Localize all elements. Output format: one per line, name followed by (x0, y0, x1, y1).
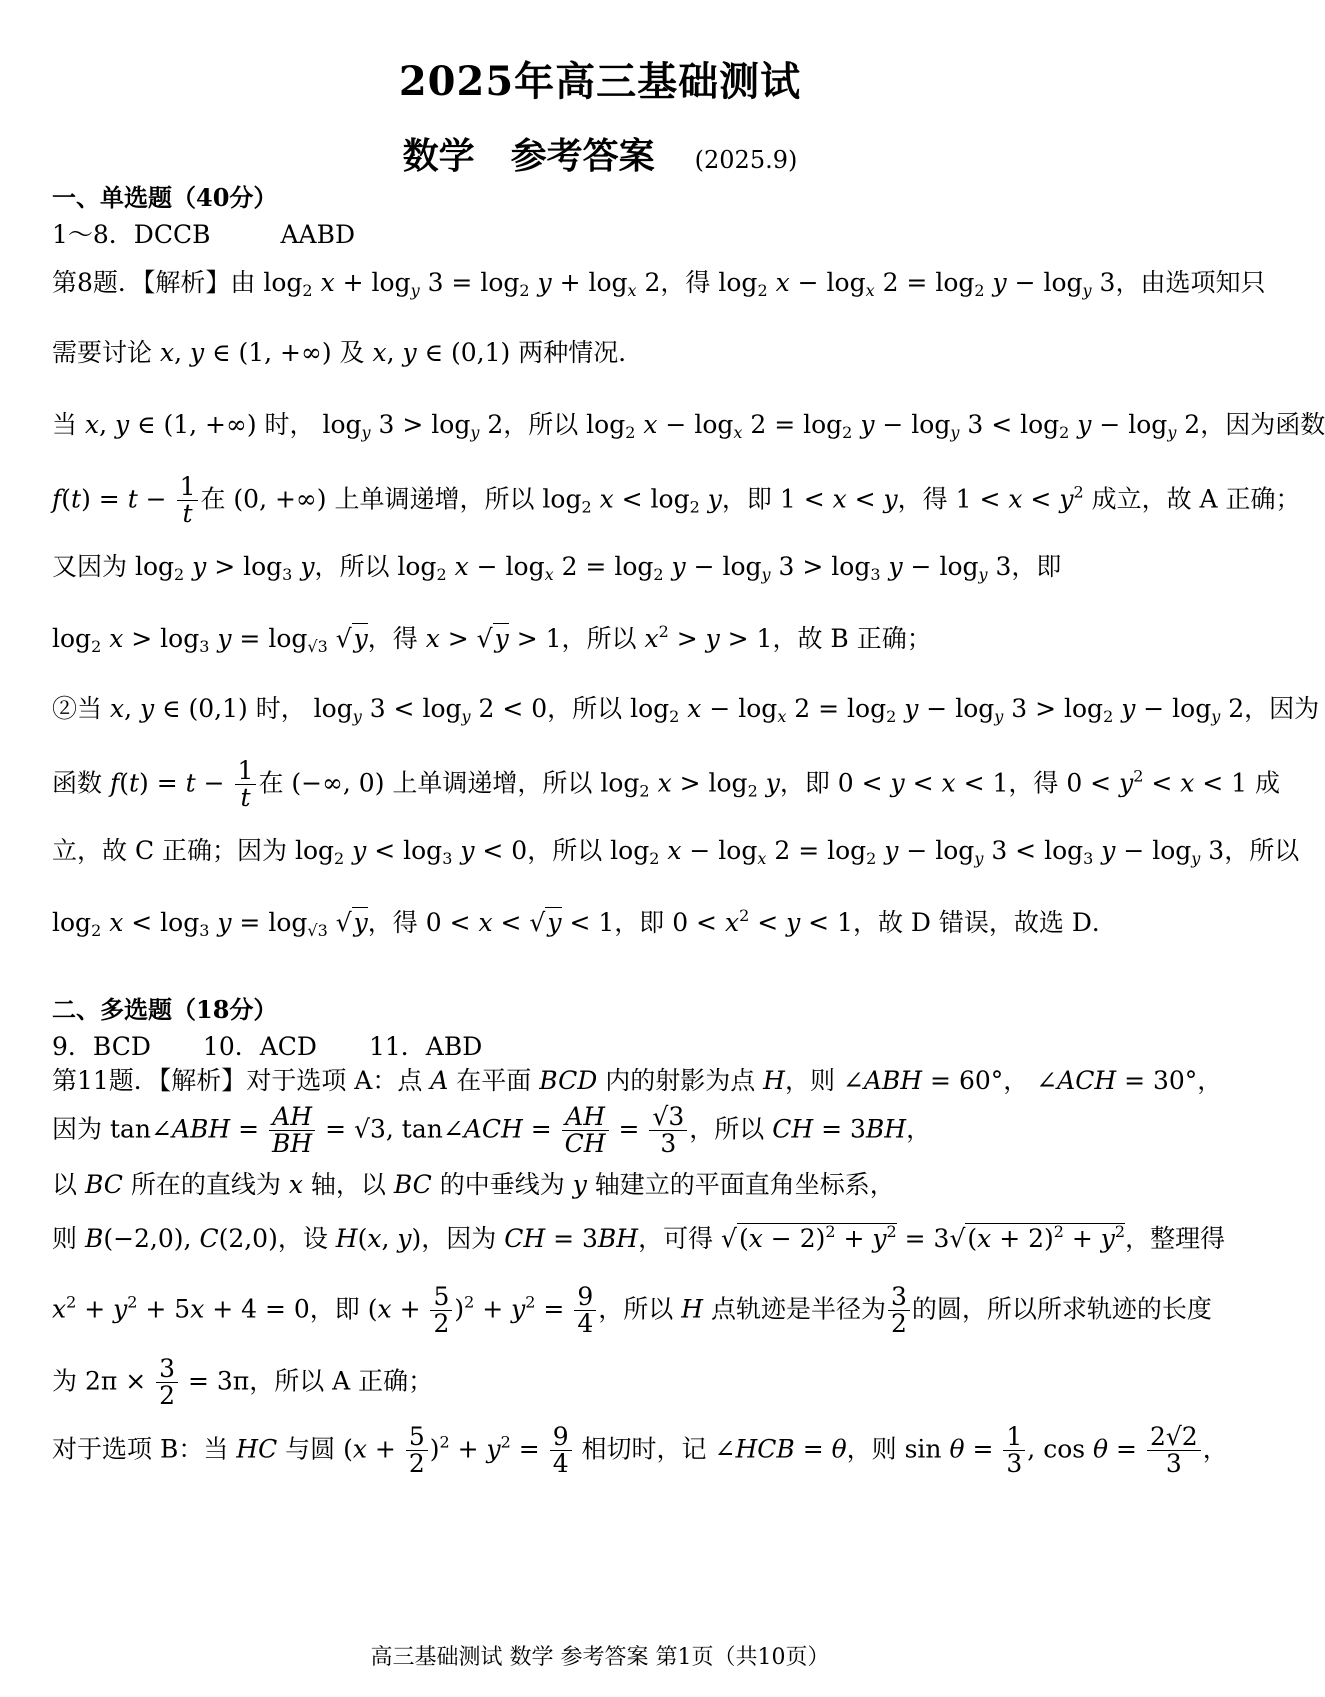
solution-line: 因为 tan∠ABH = $\frac{AH}{BH}$ = √3, tan∠ACH = $\frac{AH}{CH}$ = $\frac{√3}{3}$ ，所以 CH = 3BH， (52, 1102, 932, 1159)
page-title: 2025年高三基础测试 (398, 58, 802, 105)
solution-line: 当 x, y ∈ (1, +∞) 时， $\log_y 3 > \log_y 2$，所以 $\log_2 x - \log_x 2 = \log_2 y - \log_y 3 < \log_2 y - \log_y 2$，因为函数 (52, 410, 1325, 442)
solution-line: 需要讨论 x, y ∈ (1, +∞) 及 x, y ∈ (0,1) 两种情况． (52, 338, 644, 367)
solution-line: 又因为 $\log_2 y > \log_3 y$，所以 $\log_2 x - \log_x 2 = \log_2 y - \log_y 3 > \log_3 y - \log_y 3$，即 (52, 552, 1062, 584)
solution-line: f(t) = t − $\frac{1}{t}$ 在 (0, +∞) 上单调递增，所以 $\log_2 x < \log_2 y$，即 1 < x < y，得 $1 < x < y^2$ 成立，故 A 正确； (52, 472, 1301, 529)
solution-line: 为 2π × $\frac{3}{2}$ = 3π，所以 A 正确； (52, 1354, 434, 1411)
solution-line: ②当 x, y ∈ (0,1) 时， $\log_y 3 < \log_y 2 < 0$，所以 $\log_2 x - \log_x 2 = \log_2 y - \log_y 3 > \log_2 y - \log_y 2$，因为 (52, 694, 1320, 726)
solution-line: 以 BC 所在的直线为 x 轴，以 BC 的中垂线为 y 轴建立的平面直角坐标系， (52, 1170, 895, 1199)
answer-group: AABD (280, 220, 356, 249)
solution-line: 第8题．【解析】由 $\log_2 x + \log_y 3 = \log_2 y + \log_x 2$，得 $\log_2 x - \log_x 2 = \log_2 y - \log_y 3$，由选项知只 (52, 268, 1266, 300)
answers-9-11 (52, 1032, 1160, 1062)
exam-date: (2025.9) (694, 146, 798, 174)
question-label: 第11题．【解析】 (52, 1066, 247, 1095)
section-heading-single-choice: 一、单选题（40分） (52, 183, 278, 212)
answer-group: 9．BCD (52, 1032, 151, 1061)
solution-line: 对于选项 B：当 HC 与圆 (x + $\frac{5}{2}$ )$^2 + y^2$ = $\frac{9}{4}$ 相切时，记 ∠HCB = θ，则 sin θ = $\frac{1}{3}$ , cos θ = $\frac{2√2}{3}$ ， (52, 1422, 1228, 1479)
page-subtitle (0, 128, 1200, 179)
solution-line: $\log_2 x < \log_3 y = \log_{√3} √y$，得 0 < x < √y < 1，即 $0 < x^2 < y < 1$，故 D 错误，故选 D． (52, 906, 1117, 940)
solution-line: 函数 f(t) = t − $\frac{1}{t}$ 在 (−∞, 0) 上单调递增，所以 $\log_2 x > \log_2 y$，即 0 < y < x < 1，得 $0 < y^2 < x < 1$ 成 (52, 756, 1281, 813)
section-heading-multi-choice: 二、多选题（18分） (52, 995, 278, 1024)
answer-group: 1～8．DCCB (52, 220, 211, 249)
solution-line: $\log_2 x > \log_3 y = \log_{√3} √y$，得 x > √y > 1，所以 $x^2 > y > 1$，故 B 正确； (52, 622, 932, 656)
answer-group: 10．ACD (202, 1032, 317, 1061)
solution-line: 则 B(−2,0), C(2,0)，设 H(x, y)，因为 CH = 3BH，可得 $√(x - 2)^2 + y^2 = 3√(x + 2)^2 + y^2$，整理得 (52, 1222, 1226, 1253)
solution-line: 立，故 C 正确；因为 $\log_2 y < \log_3 y < 0$，所以 $\log_2 x - \log_x 2 = \log_2 y - \log_y 3 < \log_3 y - \log_y 3$，所以 (52, 836, 1300, 868)
subtitle-text: 数学 参考答案 (402, 135, 655, 177)
page-footer: 高三基础测试 数学 参考答案 第1页（共10页） (370, 1645, 830, 1670)
solution-line: $x^2 + y^2 + 5x + 4 = 0$，即 (x + $\frac{5}{2}$ )$^2 + y^2$ = $\frac{9}{4}$ ，所以 H 点轨迹是半径为 $\frac{3}{2}$ 的圆，所以所求轨迹的长度 (52, 1282, 1212, 1339)
question-label: 第8题．【解析】 (52, 268, 231, 297)
solution-line: 第11题．【解析】对于选项 A：点 A 在平面 BCD 内的射影为点 H，则 ∠ABH = 60°， ∠ACH = 30°， (52, 1066, 1223, 1095)
answers-1-8 (52, 220, 1160, 250)
answer-group: 11．ABD (368, 1032, 483, 1061)
